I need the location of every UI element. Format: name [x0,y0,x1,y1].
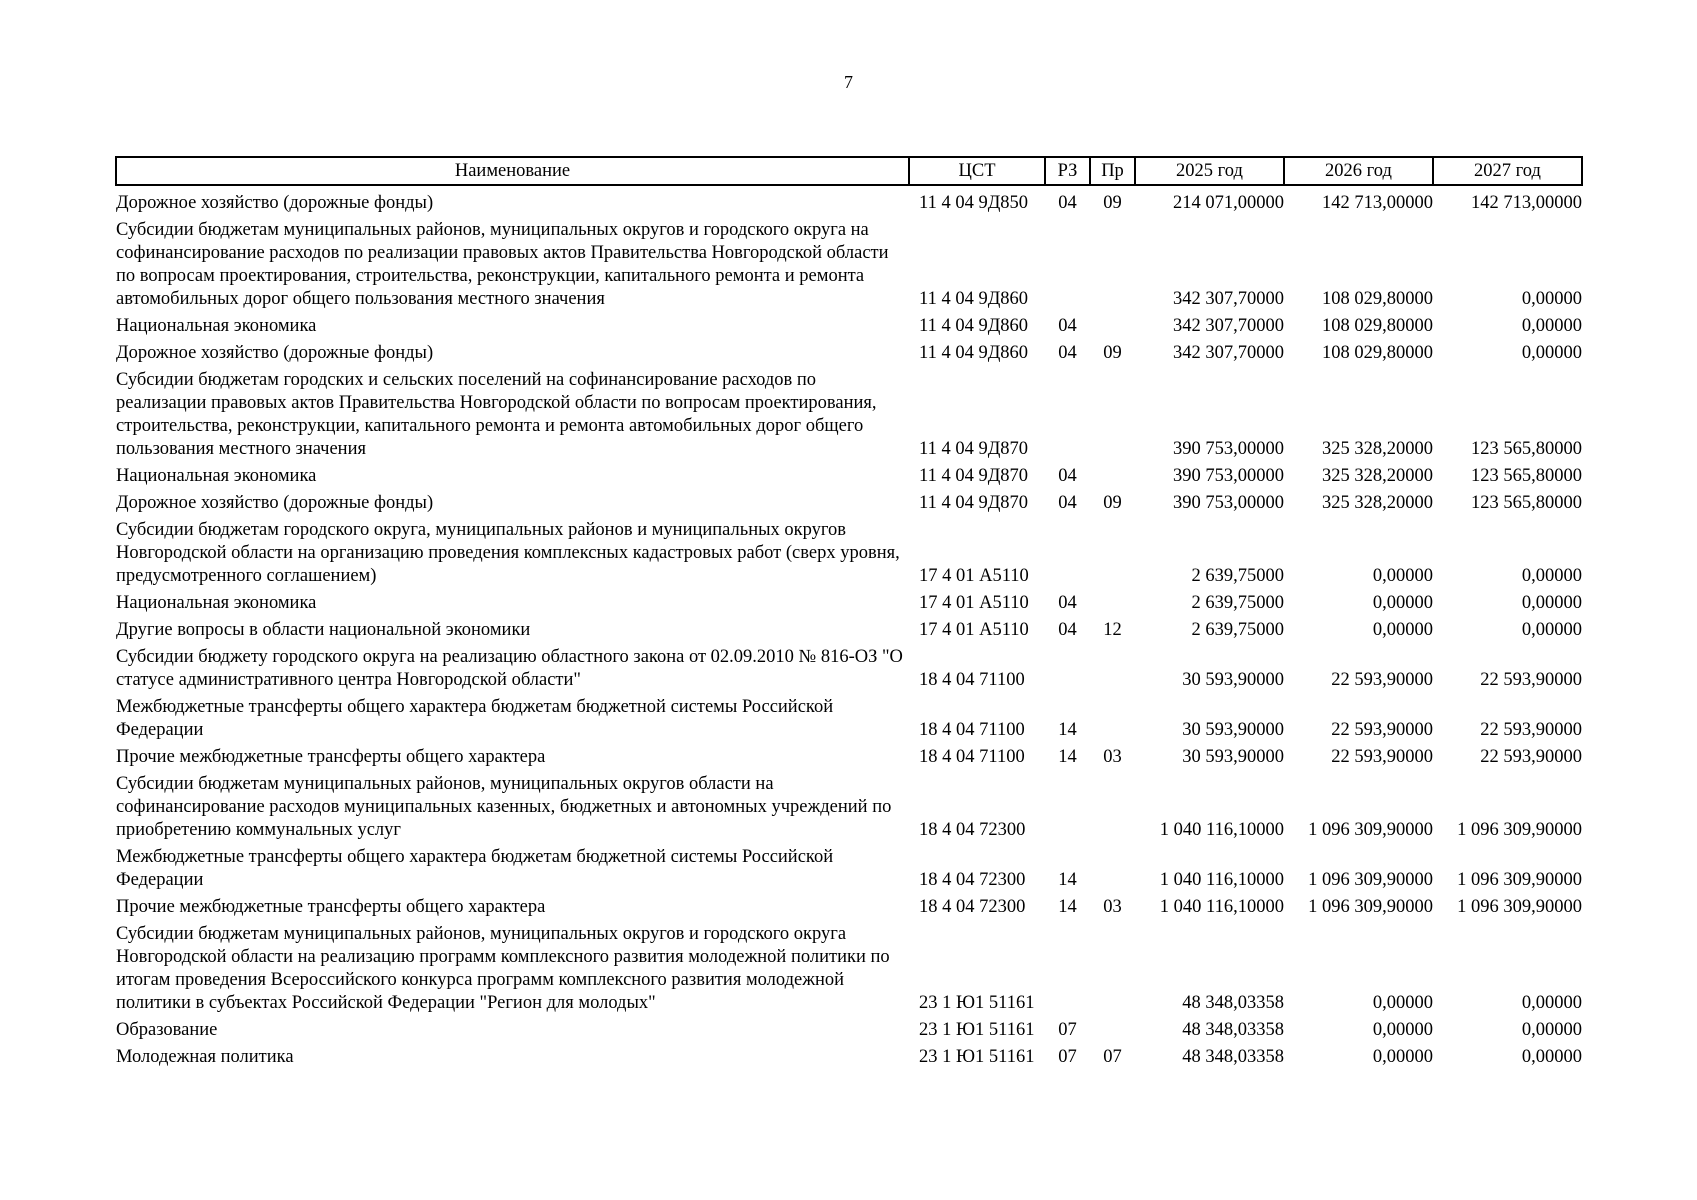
table-row [116,590,1582,617]
row-pr [1090,1017,1135,1044]
row-value-2026: 1 096 309,90000 [1308,820,1433,840]
table-row [116,313,1582,340]
row-rz [1045,367,1090,463]
row-cst: 11 4 04 9Д860 [919,343,1029,363]
row-pr: 07 [1103,1047,1122,1067]
row-name: Субсидии бюджету городского округа на реализацию областного закона от 02.09.2010 № 816-ОЗ "О статусе административного центра Новгородской области" [116,647,903,690]
row-pr [1090,590,1135,617]
table-header-row [116,157,1582,185]
row-value-2027: 0,00000 [1521,289,1582,309]
row-value-2026: 0,00000 [1372,1047,1433,1067]
row-name: Межбюджетные трансферты общего характера бюджетам бюджетной системы Российской Федерации [116,697,834,740]
row-value-2026: 22 593,90000 [1331,670,1433,690]
row-value-2027: 123 565,80000 [1471,439,1582,459]
row-rz [1045,644,1090,694]
row-cst: 11 4 04 9Д870 [919,439,1029,459]
table-row [116,340,1582,367]
row-cst: 18 4 04 72300 [919,897,1026,917]
row-pr [1090,217,1135,313]
row-value-2026: 1 096 309,90000 [1308,870,1433,890]
row-value-2025: 342 307,70000 [1173,289,1284,309]
header-2025: 2025 год [1135,157,1284,185]
row-name: Дорожное хозяйство (дорожные фонды) [116,493,434,513]
row-cst: 11 4 04 9Д850 [919,193,1029,213]
row-value-2027: 0,00000 [1521,1047,1582,1067]
table-row [116,921,1582,1017]
header-name: Наименование [116,157,909,185]
row-name: Субсидии бюджетам муниципальных районов, муниципальных округов и городского округа на софинансирование расходов по реализации правовых актов Правительства Новгородской области по вопросам проектирования, строительства, реконструкции, капитального ремонта и ремонта автомобильных дорог общего пользования местного значения [116,220,889,309]
page-number: 7 [844,72,853,92]
row-pr [1090,921,1135,1017]
row-pr [1090,517,1135,590]
row-value-2027: 1 096 309,90000 [1457,870,1582,890]
row-name: Субсидии бюджетам муниципальных районов, муниципальных округов области на софинансирование расходов муниципальных казенных, бюджетных и автономных учреждений по приобретению коммунальных услуг [116,774,892,840]
row-rz: 04 [1058,593,1077,613]
table-row [116,463,1582,490]
row-rz: 14 [1058,747,1077,767]
row-pr: 03 [1103,747,1122,767]
row-rz: 14 [1058,870,1077,890]
row-cst: 11 4 04 9Д870 [919,466,1029,486]
row-value-2027: 0,00000 [1521,620,1582,640]
row-value-2026: 108 029,80000 [1322,289,1433,309]
table-row [116,744,1582,771]
row-rz [1045,217,1090,313]
row-value-2027: 142 713,00000 [1471,193,1582,213]
row-rz: 04 [1058,466,1077,486]
row-cst: 18 4 04 72300 [919,870,1026,890]
row-value-2027: 0,00000 [1521,316,1582,336]
row-rz: 04 [1058,343,1077,363]
row-rz: 14 [1058,897,1077,917]
row-value-2026: 0,00000 [1372,1020,1433,1040]
row-value-2026: 0,00000 [1372,593,1433,613]
row-pr [1090,694,1135,744]
row-value-2027: 0,00000 [1521,343,1582,363]
header-2026: 2026 год [1284,157,1433,185]
row-cst: 11 4 04 9Д860 [919,316,1029,336]
row-name: Дорожное хозяйство (дорожные фонды) [116,193,434,213]
row-value-2026: 1 096 309,90000 [1308,897,1433,917]
table-row [116,185,1582,217]
row-value-2026: 325 328,20000 [1322,493,1433,513]
row-rz: 04 [1058,316,1077,336]
row-name: Субсидии бюджетам муниципальных районов, муниципальных округов и городского округа Новгородской области на реализацию программ комплексного развития молодежной политики по итогам проведения Всероссийского конкурса программ комплексного развития молодежной политики в субъектах Российской Федерации "Регион для молодых" [116,924,890,1013]
table-row [116,644,1582,694]
table-body [116,185,1582,1071]
row-value-2025: 48 348,03358 [1182,993,1284,1013]
row-name: Субсидии бюджетам городских и сельских поселений на софинансирование расходов по реализации правовых актов Правительства Новгородской области по вопросам проектирования, строительства, реконструкции, капитального ремонта и ремонта автомобильных дорог общего пользования местного значения [116,370,877,459]
row-value-2027: 1 096 309,90000 [1457,897,1582,917]
row-value-2025: 1 040 116,10000 [1159,870,1284,890]
row-cst: 23 1 Ю1 51161 [919,1020,1035,1040]
table-row [116,490,1582,517]
row-value-2026: 325 328,20000 [1322,466,1433,486]
row-rz [1045,517,1090,590]
row-value-2027: 1 096 309,90000 [1457,820,1582,840]
row-rz: 04 [1058,493,1077,513]
row-value-2025: 2 639,75000 [1191,593,1284,613]
row-value-2027: 123 565,80000 [1471,466,1582,486]
table-row [116,1017,1582,1044]
row-rz: 07 [1058,1020,1077,1040]
row-name: Национальная экономика [116,593,317,613]
row-value-2027: 22 593,90000 [1480,747,1582,767]
row-value-2025: 342 307,70000 [1173,343,1284,363]
row-name: Молодежная политика [116,1047,294,1067]
row-name: Прочие межбюджетные трансферты общего характера [116,897,546,917]
row-pr: 03 [1103,897,1122,917]
row-pr [1090,771,1135,844]
row-value-2025: 48 348,03358 [1182,1020,1284,1040]
row-rz: 07 [1058,1047,1077,1067]
row-value-2025: 390 753,00000 [1173,439,1284,459]
row-rz: 14 [1058,720,1077,740]
row-name: Дорожное хозяйство (дорожные фонды) [116,343,434,363]
row-cst: 18 4 04 71100 [919,720,1025,740]
row-value-2026: 108 029,80000 [1322,316,1433,336]
row-pr: 12 [1103,620,1122,640]
row-rz [1045,921,1090,1017]
row-pr: 09 [1103,193,1122,213]
row-name: Прочие межбюджетные трансферты общего характера [116,747,546,767]
row-pr [1090,463,1135,490]
header-2027: 2027 год [1433,157,1582,185]
row-cst: 11 4 04 9Д860 [919,289,1029,309]
row-value-2026: 0,00000 [1372,566,1433,586]
row-value-2025: 30 593,90000 [1182,747,1284,767]
row-cst: 11 4 04 9Д870 [919,493,1029,513]
row-value-2027: 22 593,90000 [1480,720,1582,740]
header-rz: РЗ [1045,157,1090,185]
row-cst: 18 4 04 71100 [919,747,1025,767]
row-value-2025: 2 639,75000 [1191,566,1284,586]
row-cst: 17 4 01 А5110 [919,566,1029,586]
row-cst: 23 1 Ю1 51161 [919,1047,1035,1067]
row-value-2027: 0,00000 [1521,993,1582,1013]
row-pr [1090,844,1135,894]
row-rz: 04 [1058,193,1077,213]
row-value-2026: 108 029,80000 [1322,343,1433,363]
row-cst: 18 4 04 71100 [919,670,1025,690]
row-value-2025: 2 639,75000 [1191,620,1284,640]
row-cst: 17 4 01 А5110 [919,593,1029,613]
row-value-2025: 214 071,00000 [1173,193,1284,213]
row-value-2025: 48 348,03358 [1182,1047,1284,1067]
row-pr [1090,313,1135,340]
row-value-2025: 30 593,90000 [1182,670,1284,690]
row-name: Субсидии бюджетам городского округа, муниципальных районов и муниципальных округов Новгородской области на организацию проведения комплексных кадастровых работ (сверх уровня, предусмотренного соглашением) [116,520,900,586]
row-value-2025: 390 753,00000 [1173,493,1284,513]
row-name: Образование [116,1020,218,1040]
row-value-2025: 30 593,90000 [1182,720,1284,740]
table-row [116,617,1582,644]
row-value-2026: 0,00000 [1372,993,1433,1013]
row-value-2025: 1 040 116,10000 [1159,897,1284,917]
table-row [116,694,1582,744]
table-row [116,1044,1582,1071]
row-value-2026: 142 713,00000 [1322,193,1433,213]
row-value-2026: 325 328,20000 [1322,439,1433,459]
row-rz: 04 [1058,620,1077,640]
row-name: Другие вопросы в области национальной экономики [116,620,531,640]
row-name: Национальная экономика [116,466,317,486]
table-row [116,844,1582,894]
row-value-2026: 22 593,90000 [1331,720,1433,740]
row-value-2027: 0,00000 [1521,593,1582,613]
row-value-2027: 123 565,80000 [1471,493,1582,513]
row-cst: 17 4 01 А5110 [919,620,1029,640]
row-value-2026: 22 593,90000 [1331,747,1433,767]
row-value-2027: 22 593,90000 [1480,670,1582,690]
row-cst: 18 4 04 72300 [919,820,1026,840]
row-pr: 09 [1103,343,1122,363]
row-value-2027: 0,00000 [1521,566,1582,586]
row-value-2027: 0,00000 [1521,1020,1582,1040]
row-pr [1090,367,1135,463]
table-row [116,217,1582,313]
row-pr [1090,644,1135,694]
row-value-2025: 390 753,00000 [1173,466,1284,486]
row-rz [1045,771,1090,844]
row-name: Межбюджетные трансферты общего характера бюджетам бюджетной системы Российской Федерации [116,847,834,890]
header-pr: Пр [1090,157,1135,185]
row-value-2026: 0,00000 [1372,620,1433,640]
header-cst: ЦСТ [909,157,1045,185]
row-value-2025: 1 040 116,10000 [1159,820,1284,840]
row-value-2025: 342 307,70000 [1173,316,1284,336]
row-name: Национальная экономика [116,316,317,336]
table-row [116,894,1582,921]
budget-table [115,156,1583,1071]
row-pr: 09 [1103,493,1122,513]
table-row [116,771,1582,844]
row-cst: 23 1 Ю1 51161 [919,993,1035,1013]
table-row [116,367,1582,463]
table-row [116,517,1582,590]
